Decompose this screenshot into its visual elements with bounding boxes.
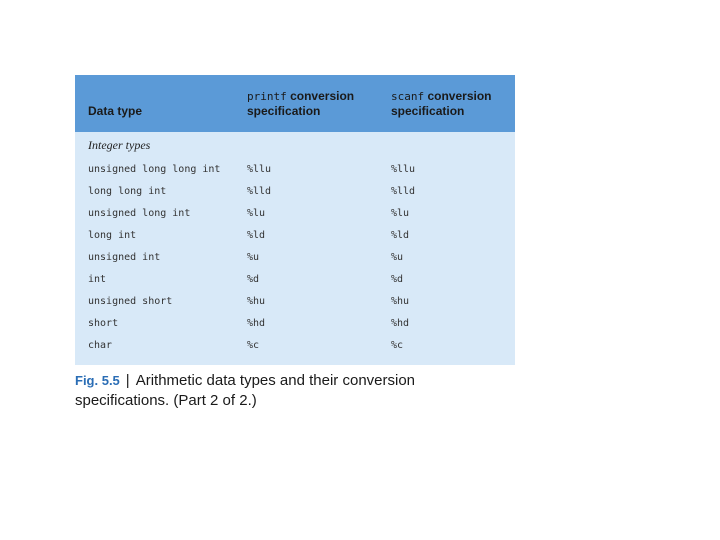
cell-type: long long int: [88, 186, 167, 197]
header-printf-code: printf: [247, 90, 287, 103]
cell-scanf: %lu: [391, 208, 410, 219]
header-scanf-code: scanf: [391, 90, 425, 103]
header-scanf-line2: specification: [391, 104, 465, 118]
cell-type: unsigned long int: [88, 208, 191, 219]
header-printf-line2: specification: [247, 104, 321, 118]
cell-type: unsigned int: [88, 252, 161, 263]
cell-type: char: [88, 340, 113, 351]
cell-scanf: %lld: [391, 186, 416, 197]
header-data-type-label: Data type: [88, 104, 143, 118]
table-row: [75, 230, 515, 252]
cell-printf: %hd: [247, 318, 266, 329]
cell-printf: %llu: [247, 164, 272, 175]
header-scanf: [391, 89, 492, 119]
cell-scanf: %ld: [391, 230, 410, 241]
table-row: [75, 186, 515, 208]
table-row: [75, 252, 515, 274]
cell-printf: %lu: [247, 208, 266, 219]
cell-type: short: [88, 318, 119, 329]
conversion-table: [75, 75, 515, 365]
cell-printf: %ld: [247, 230, 266, 241]
figure-caption: [75, 371, 495, 411]
cell-printf: %lld: [247, 186, 272, 197]
figure-label: Fig. 5.5: [75, 373, 120, 388]
cell-scanf: %hd: [391, 318, 410, 329]
table-row: [75, 274, 515, 296]
cell-type: long int: [88, 230, 137, 241]
caption-text: Arithmetic data types and their conversion specifications. (Part 2 of 2.): [75, 372, 416, 409]
header-scanf-text: conversion: [427, 89, 492, 103]
header-printf: [247, 89, 354, 119]
cell-printf: %d: [247, 274, 260, 285]
table-header: [75, 75, 515, 132]
header-printf-text: conversion: [290, 89, 355, 103]
cell-type: unsigned short: [88, 296, 173, 307]
table-row: [75, 164, 515, 186]
cell-printf: %u: [247, 252, 260, 263]
header-data-type: [88, 104, 142, 119]
table-row: [75, 208, 515, 230]
cell-scanf: %hu: [391, 296, 410, 307]
caption-separator: |: [125, 372, 130, 389]
cell-scanf: %d: [391, 274, 404, 285]
cell-scanf: %llu: [391, 164, 416, 175]
cell-type: unsigned long long int: [88, 164, 221, 175]
cell-scanf: %c: [391, 340, 404, 351]
cell-printf: %hu: [247, 296, 266, 307]
table-row: [75, 296, 515, 318]
group-label-integer-types: Integer types: [88, 138, 151, 152]
table-row: [75, 318, 515, 340]
cell-printf: %c: [247, 340, 260, 351]
cell-type: int: [88, 274, 107, 285]
table-row: [75, 340, 515, 362]
cell-scanf: %u: [391, 252, 404, 263]
